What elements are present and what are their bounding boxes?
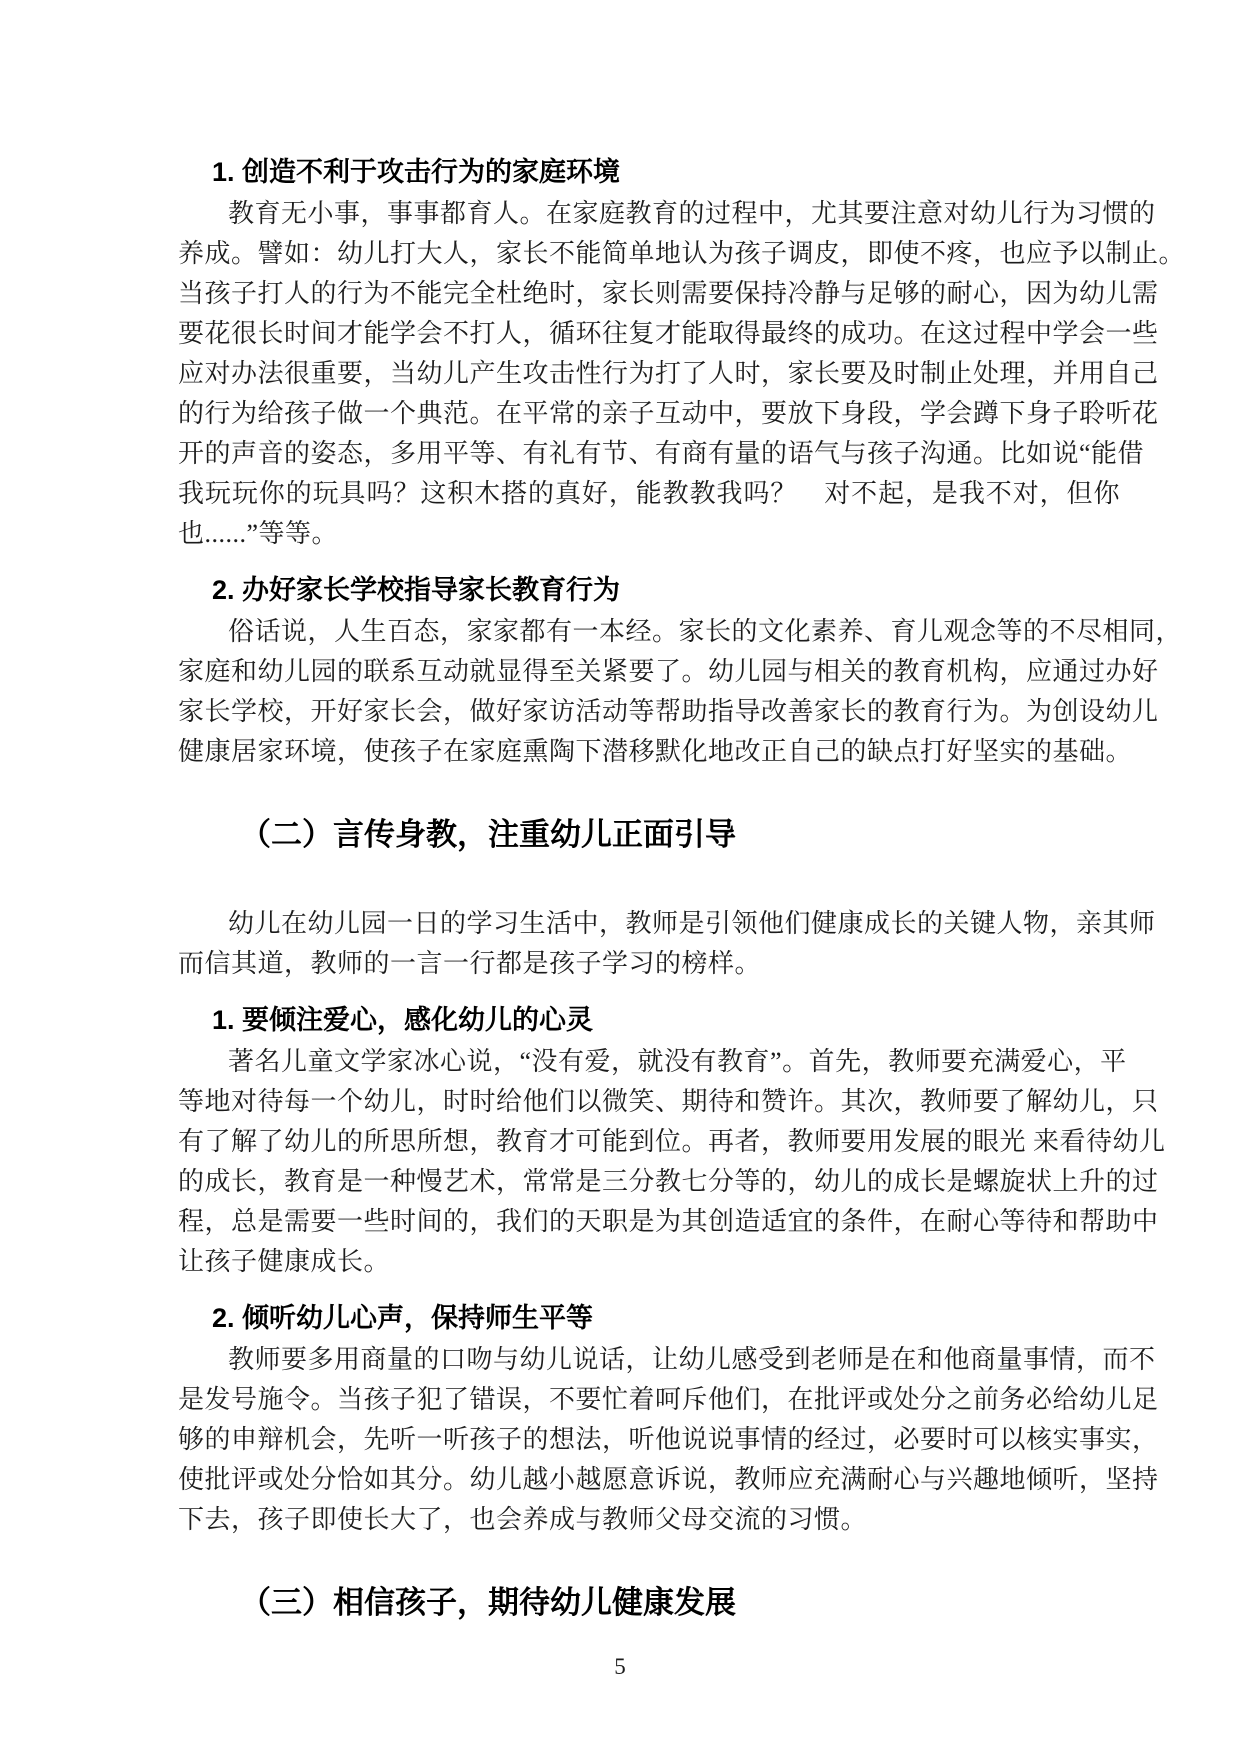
subheading: 2. 办好家长学校指导家长教育行为 — [212, 575, 621, 605]
paragraph — [178, 612, 1183, 772]
subheading: 1. 创造不利于攻击行为的家庭环境 — [212, 157, 621, 187]
text-line: 俗话说，人生百态，家家都有一本经。家长的文化素养、育儿观念等的不尽相同， — [228, 617, 1183, 646]
text-line: 当孩子打人的行为不能完全杜绝时，家长则需要保持冷静与足够的耐心，因为幼儿需 — [178, 279, 1159, 308]
subheading: 1. 要倾注爱心，感化幼儿的心灵 — [212, 1005, 594, 1035]
text-line: 我玩玩你的玩具吗？这积木搭的真好，能教教我吗？ 对不起，是我不对，但你 — [178, 479, 1120, 508]
paragraph — [178, 904, 1156, 984]
text-line: 养成。譬如：幼儿打大人，家长不能简单地认为孩子调皮，即使不疼，也应予以制止。 — [178, 239, 1186, 268]
text-line: 要花很长时间才能学会不打人，循环往复才能取得最终的成功。在这过程中学会一些 — [178, 319, 1159, 348]
text-line: 让孩子健康成长。 — [178, 1247, 391, 1276]
paragraph — [178, 194, 1186, 554]
text-line: 使批评或处分恰如其分。幼儿越小越愿意诉说，教师应充满耐心与兴趣地倾听，坚持 — [178, 1465, 1159, 1494]
text-line: 教师要多用商量的口吻与幼儿说话，让幼儿感受到老师是在和他商量事情，而不 — [228, 1345, 1156, 1374]
text-line: 也......”等等。 — [178, 519, 339, 548]
section-heading: （三）相信孩子，期待幼儿健康发展 — [240, 1585, 736, 1620]
document-content — [178, 0, 1186, 1672]
text-line: 有了解了幼儿的所思所想，教育才可能到位。再者，教师要用发展的眼光 来看待幼儿 — [178, 1127, 1166, 1156]
text-line: 是发号施令。当孩子犯了错误，不要忙着呵斥他们，在批评或处分之前务必给幼儿足 — [178, 1385, 1159, 1414]
text-line: 家长学校，开好家长会，做好家访活动等帮助指导改善家长的教育行为。为创设幼儿 — [178, 697, 1159, 726]
text-line: 教育无小事，事事都育人。在家庭教育的过程中，尤其要注意对幼儿行为习惯的 — [228, 199, 1156, 228]
text-line: 应对办法很重要，当幼儿产生攻击性行为打了人时，家长要及时制止处理，并用自己 — [178, 359, 1159, 388]
text-line: 的行为给孩子做一个典范。在平常的亲子互动中，要放下身段，学会蹲下身子聆听花 — [178, 399, 1159, 428]
text-line: 的成长，教育是一种慢艺术，常常是三分教七分等的，幼儿的成长是螺旋状上升的过 — [178, 1167, 1159, 1196]
text-line: 下去，孩子即使长大了，也会养成与教师父母交流的习惯。 — [178, 1505, 868, 1534]
subheading: 2. 倾听幼儿心声，保持师生平等 — [212, 1303, 594, 1333]
text-line: 开的声音的姿态，多用平等、有礼有节、有商有量的语气与孩子沟通。比如说“能借 — [178, 439, 1145, 468]
page-number: 5 — [614, 1654, 626, 1679]
text-line: 够的申辩机会，先听一听孩子的想法，听他说说事情的经过，必要时可以核实事实， — [178, 1425, 1159, 1454]
section-heading: （二）言传身教，注重幼儿正面引导 — [240, 817, 736, 852]
text-line: 而信其道，教师的一言一行都是孩子学习的榜样。 — [178, 949, 762, 978]
text-line: 著名儿童文学家冰心说，“没有爱，就没有教育”。首先，教师要充满爱心，平 — [228, 1047, 1127, 1076]
text-line: 家庭和幼儿园的联系互动就显得至关紧要了。幼儿园与相关的教育机构，应通过办好 — [178, 657, 1159, 686]
paragraph — [178, 1042, 1166, 1282]
text-line: 健康居家环境，使孩子在家庭熏陶下潜移默化地改正自己的缺点打好坚实的基础。 — [178, 737, 1133, 766]
text-line: 程，总是需要一些时间的，我们的天职是为其创造适宜的条件，在耐心等待和帮助中 — [178, 1207, 1159, 1236]
paragraph — [178, 1340, 1159, 1540]
text-line: 幼儿在幼儿园一日的学习生活中，教师是引领他们健康成长的关键人物，亲其师 — [228, 909, 1156, 938]
text-line: 等地对待每一个幼儿，时时给他们以微笑、期待和赞许。其次，教师要了解幼儿，只 — [178, 1087, 1159, 1116]
